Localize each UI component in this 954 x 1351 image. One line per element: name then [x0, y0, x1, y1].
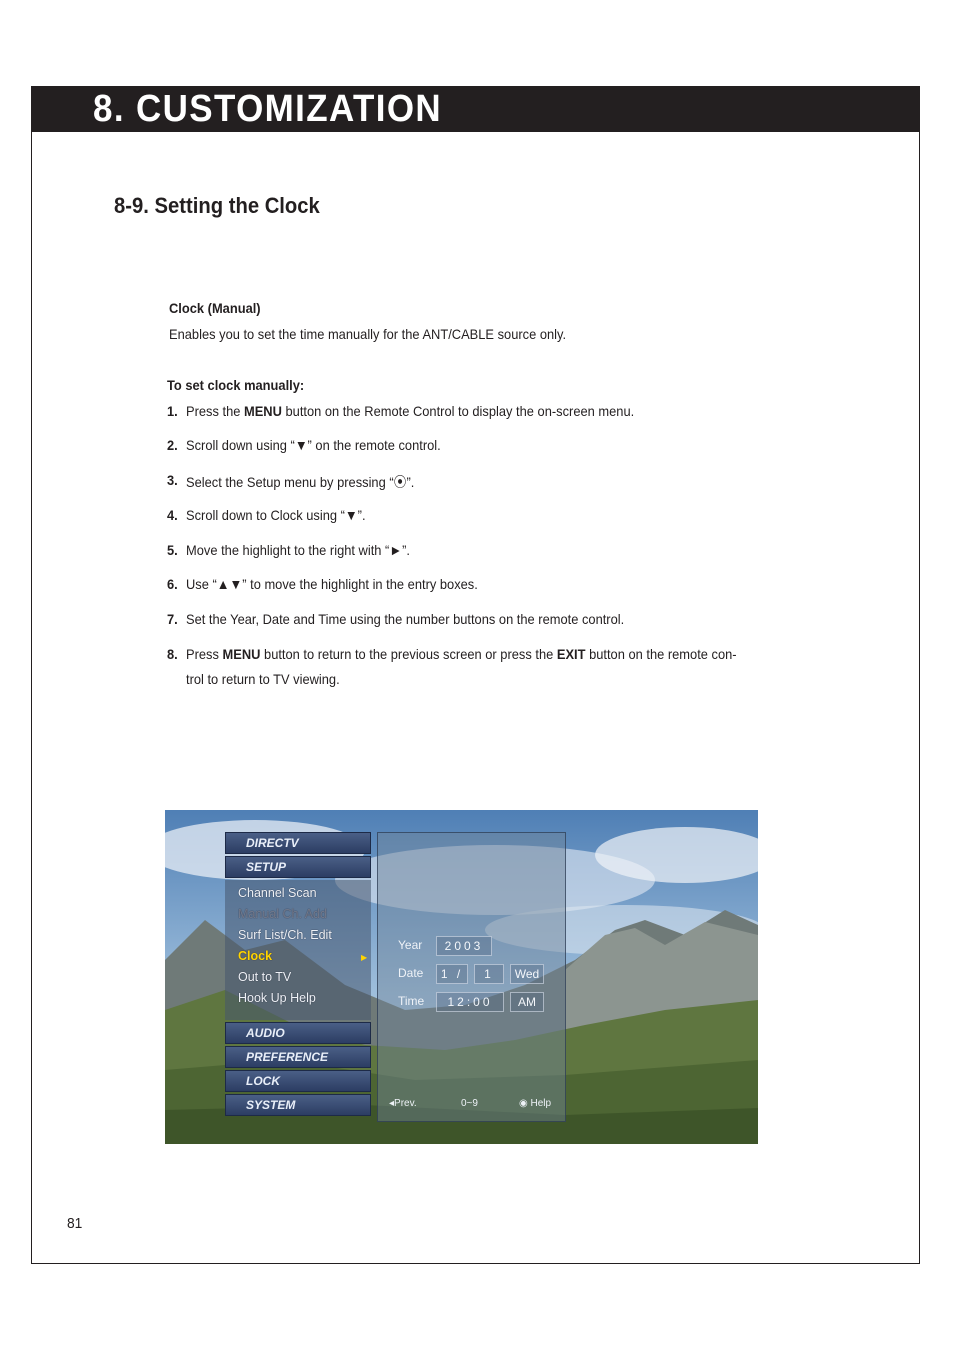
clock-manual-description: Enables you to set the time manually for the ANT/CABLE source only.	[169, 326, 567, 342]
date-label: Date	[398, 966, 424, 980]
ampm-field[interactable]: AM	[510, 992, 544, 1012]
procedure-heading: To set clock manually:	[167, 377, 305, 393]
clock-manual-heading: Clock (Manual)	[169, 300, 261, 316]
time-label: Time	[398, 994, 425, 1008]
setup-submenu	[225, 880, 371, 1020]
step-number: 4.	[167, 507, 178, 523]
prev-hint: ◂Prev.	[389, 1098, 417, 1109]
chapter-title: 8. CUSTOMIZATION	[93, 88, 443, 130]
weekday-field[interactable]: Wed	[510, 964, 544, 984]
tv-menu-screenshot	[165, 810, 758, 1144]
step-text: Use “▲▼” to move the highlight in the entry boxes.	[186, 576, 478, 592]
section-title: 8-9. Setting the Clock	[114, 193, 320, 218]
page-number: 81	[67, 1215, 83, 1232]
chapter-banner	[31, 86, 920, 132]
year-label: Year	[398, 938, 423, 952]
menu-item-hook-up-help[interactable]: Hook Up Help	[238, 991, 316, 1005]
menu-header-directv[interactable]: DIRECTV	[225, 832, 371, 854]
step-number: 3.	[167, 472, 178, 488]
step-text: Press the MENU button on the Remote Control to display the on-screen menu.	[186, 403, 635, 419]
date-month-field[interactable]: 1 /	[436, 964, 468, 984]
time-field[interactable]: 12:00	[436, 992, 504, 1012]
menu-item-surf-list[interactable]: Surf List/Ch. Edit	[238, 928, 332, 942]
menu-item-clock[interactable]: Clock	[238, 949, 273, 963]
help-icon: ◉	[519, 1098, 528, 1109]
menu-item-channel-scan[interactable]: Channel Scan	[238, 886, 317, 900]
step-text: Scroll down to Clock using “▼”.	[186, 507, 366, 523]
step-text-continued: trol to return to TV viewing.	[186, 671, 340, 687]
step-number: 1.	[167, 403, 178, 419]
digits-hint: 0~9	[461, 1098, 478, 1109]
step-number: 7.	[167, 611, 178, 627]
menu-header-setup[interactable]: SETUP	[225, 856, 371, 878]
selection-arrow-icon: ▶	[361, 953, 368, 962]
step-text: Scroll down using “▼” on the remote control.	[186, 437, 441, 453]
step-text: Select the Setup menu by pressing “⦿”.	[186, 474, 415, 490]
menu-item-manual-ch-add[interactable]: Manual Ch. Add	[238, 907, 327, 921]
step-number: 6.	[167, 576, 178, 592]
year-field[interactable]: 2003	[436, 936, 492, 956]
step-text: Set the Year, Date and Time using the number buttons on the remote control.	[186, 611, 625, 627]
step-text: Move the highlight to the right with “►”.	[186, 542, 410, 558]
step-number: 8.	[167, 646, 178, 662]
date-day-field[interactable]: 1	[474, 964, 504, 984]
menu-header-audio[interactable]: AUDIO	[225, 1022, 371, 1044]
menu-item-out-to-tv[interactable]: Out to TV	[238, 970, 292, 984]
clock-settings-panel	[377, 832, 566, 1122]
step-number: 2.	[167, 437, 178, 453]
help-hint: ◉ Help	[519, 1098, 552, 1109]
menu-header-preference[interactable]: PREFERENCE	[225, 1046, 371, 1068]
menu-header-system[interactable]: SYSTEM	[225, 1094, 371, 1116]
step-number: 5.	[167, 542, 178, 558]
step-text: Press MENU button to return to the previous screen or press the EXIT button on the remote con-	[186, 646, 737, 662]
menu-header-lock[interactable]: LOCK	[225, 1070, 371, 1092]
